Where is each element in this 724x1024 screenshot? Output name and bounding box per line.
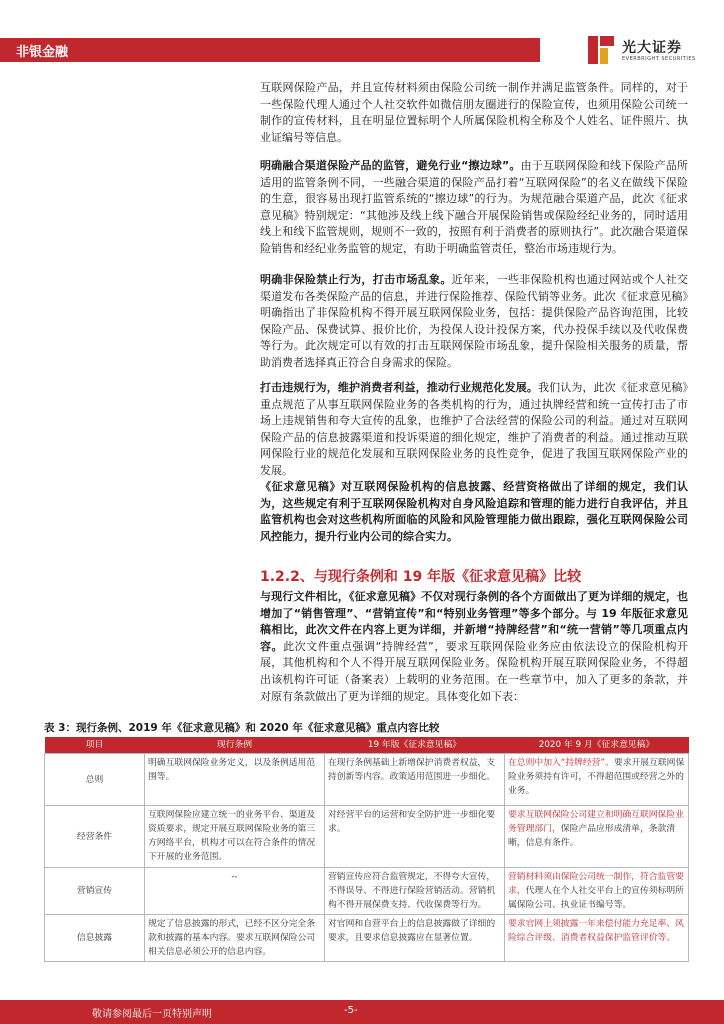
table-cell-item: 总则: [45, 754, 145, 806]
table-row: [45, 915, 689, 962]
paragraph-3-heading: 明确非保险禁止行为，打击市场乱象。: [260, 273, 452, 286]
logo-text: 光大证券: [622, 40, 682, 56]
table-cell: --: [145, 868, 325, 915]
table-cell: [505, 868, 689, 915]
paragraph-3-body: 近年来，一些非保险机构也通过网站或个人社交渠道发布各类保险产品的信息，并进行保险推荐、保险代销等业务。此次《征求意见稿》明确指出了非保险机构不得开展互联网保险业务，包括：提供保险产品咨询范围，比较保险产品、保费试算、报价比价，为投保人设计投保方案，代办投保手续以及代收保费等行为。此次规定可以有效的打击互联网保险市场乱象，提升保险相关服务的质量，帮助消费者选择真正符合自身需求的保险。: [260, 273, 688, 369]
table-row: [45, 754, 689, 806]
table-cell-highlight: 要求互联网保险公司建立和明确互联网保险业务管理部门，: [508, 810, 684, 834]
table-header-cell: 项目: [45, 737, 145, 754]
table-cell: 明确互联网保险业务定义，以及条例适用范围等。: [145, 754, 325, 806]
table-cell: 对官网和自营平台上的信息披露做了详细的要求，且要求信息披露应在显著位置。: [325, 915, 505, 962]
table-cell: [505, 915, 689, 962]
paragraph-2: [260, 158, 688, 258]
table-caption: 表 3：现行条例、2019 年《征求意见稿》和 2020 年《征求意见稿》重点内容比较: [44, 722, 440, 734]
table-header-cell: 19 年版《征求意见稿》: [325, 737, 505, 754]
table-cell-highlight: 营销材料须由保险公司统一制作，符合监管要求，: [508, 872, 684, 896]
paragraph-2-body: 由于互联网保险和线下保险产品所适用的监管条例不同，一些融合渠道的保险产品打着“互联网保险”的名义在做线下保险的生意，很容易出现打监管系统的“擦边球”的行为。为规范融合渠道产品，此次《征求意见稿》特别规定：“其他涉及线上线下融合开展保险销售或保险经纪业务的，同时适用线上和线下监管规则，规则不一致的，按照有利于消费者的原则执行”。此次融合渠道保险销售和经纪业务监管的规定，有助于明确监管责任，整治市场违规行为。: [260, 159, 688, 255]
table-row: [45, 806, 689, 868]
table-cell-text: 代理人在个人社交平台上的宣传须标明所属保险公司、执业证书编号等。: [508, 886, 684, 910]
paragraph-6-heading: 与现行文件相比，《征求意见稿》不仅对现行条例的各个方面做出了更为详细的规定，也增加了“销售管理”、“营销宣传”和“特别业务管理”等多个部分。与 19 年版征求意见稿相比，此次文件在内容上更为详细，并新增“持牌经营”和“统一营销”等几项重点内容。: [260, 590, 688, 653]
table-header-cell: 现行条例: [145, 737, 325, 754]
table-cell-item: 营销宣传: [45, 868, 145, 915]
table-header-cell: 2020 年 9 月《征求意见稿》: [505, 737, 689, 754]
table-cell-highlight: 要求官网上须披露一年来偿付能力充足率、风险综合评级、消费者权益保护监管评价等。: [508, 919, 684, 943]
table-cell: 互联网保险应建立统一的业务平台、渠道及资质要求，规定开展互联网保险业务的第三方网络平台，机构才可以在符合条件的情况下开展的业务范围。: [145, 806, 325, 868]
page-number: -5-: [344, 1005, 358, 1016]
table-cell-item: 信息披露: [45, 915, 145, 962]
table-row: [45, 868, 689, 915]
paragraph-6: [260, 589, 688, 705]
table-cell: [505, 806, 689, 868]
paragraph-1: 互联网保险产品，并且宣传材料须由保险公司统一制作并满足监管条件。同样的，对于一些保险代理人通过个人社交软件如微信朋友圈进行的保险宣传，也须用保险公司统一制作的宣传材料，且在明显位置标明个人所属保险机构全称及个人姓名、证件照片、执业证编号等信息。: [260, 81, 688, 144]
table-cell-item: 经营条件: [45, 806, 145, 868]
table-cell: 对经营平台的运营和安全防护进一步细化要求。: [325, 806, 505, 868]
paragraph-3: [260, 272, 688, 372]
table-cell-text: 保险产品应形成清单，条款清晰，信息有条件。: [508, 824, 676, 848]
paragraph-5: 《征求意见稿》对互联网保险机构的信息披露、经营资格做出了详细的规定，我们认为，这些规定有利于互联网保险机构对自身风险追踪和管理的能力进行自我评估，并且监管机构也会对这些机构所面临的风险和风险管理能力做出跟踪，强化互联网保险公司风控能力，提升行业内公司的综合实力。: [260, 480, 688, 543]
table-cell: 在现行条例基础上新增保护消费者权益，支持创新等内容。政策适用范围进一步细化。: [325, 754, 505, 806]
table-cell: 营销宣传应符合监管规定，不得夸大宣传，不得误导、不得进行保险营销活动。营销机构不得开展保费支持、代收保费等行为。: [325, 868, 505, 915]
table-header-row: [45, 737, 689, 754]
paragraph-6-body: 此次文件重点强调“持牌经营”，要求互联网保险业务应由依法设立的保险机构开展，其他机构和个人不得开展互联网保险业务。保险机构开展互联网保险业务，不得超出该机构许可证（备案表）上载明的业务范围。在一些章节中，加入了更多的条款，并对原有条款做出了更为详细的规定。具体变化如下表：: [260, 639, 689, 703]
header-title: 非银金融: [16, 45, 69, 60]
section-title: 1.2.2、与现行条例和 19 年版《征求意见稿》比较: [260, 569, 582, 585]
table-cell-highlight: 在总则中加入“持牌经营”。: [508, 758, 614, 768]
header-bar: [0, 38, 540, 62]
paragraph-4-heading: 打击违规行为，维护消费者利益，推动行业规范化发展。: [260, 381, 538, 394]
paragraph-4: [260, 380, 688, 480]
table-cell: 规定了信息披露的形式，已经不区分完全条款和披露的基本内容。要求互联网保险公司相关信息必须公开的信息内容。: [145, 915, 325, 962]
table-cell: [505, 754, 689, 806]
everbright-logo-icon: [586, 34, 616, 66]
paragraph-4-body: 我们认为，此次《征求意见稿》重点规范了从事互联网保险业务的各类机构的行为，通过执牌经营和统一宣传打击了市场上违规销售和夸大宣传的乱象，也维护了合法经营的保险公司的利益。通过对互联网保险产品的信息披露渠道和投诉渠道的细化规定，维护了消费者的利益。通过推动互联网保险行业的规范化发展和互联网保险业务的良性竞争，促进了我国互联网保险产业的发展。: [260, 381, 689, 477]
logo-subtext: EVERBRIGHT SECURITIES: [622, 56, 696, 62]
paragraph-2-heading: 明确融合渠道保险产品的监管，避免行业“擦边球”。: [260, 159, 521, 172]
comparison-table: [44, 737, 689, 962]
footer-disclaimer: 敬请参阅最后一页特别声明: [92, 1009, 212, 1020]
table-cell-text: 要求开展互联网保险业务须持有许可，不得超范围或经营之外的业务。: [508, 758, 685, 796]
